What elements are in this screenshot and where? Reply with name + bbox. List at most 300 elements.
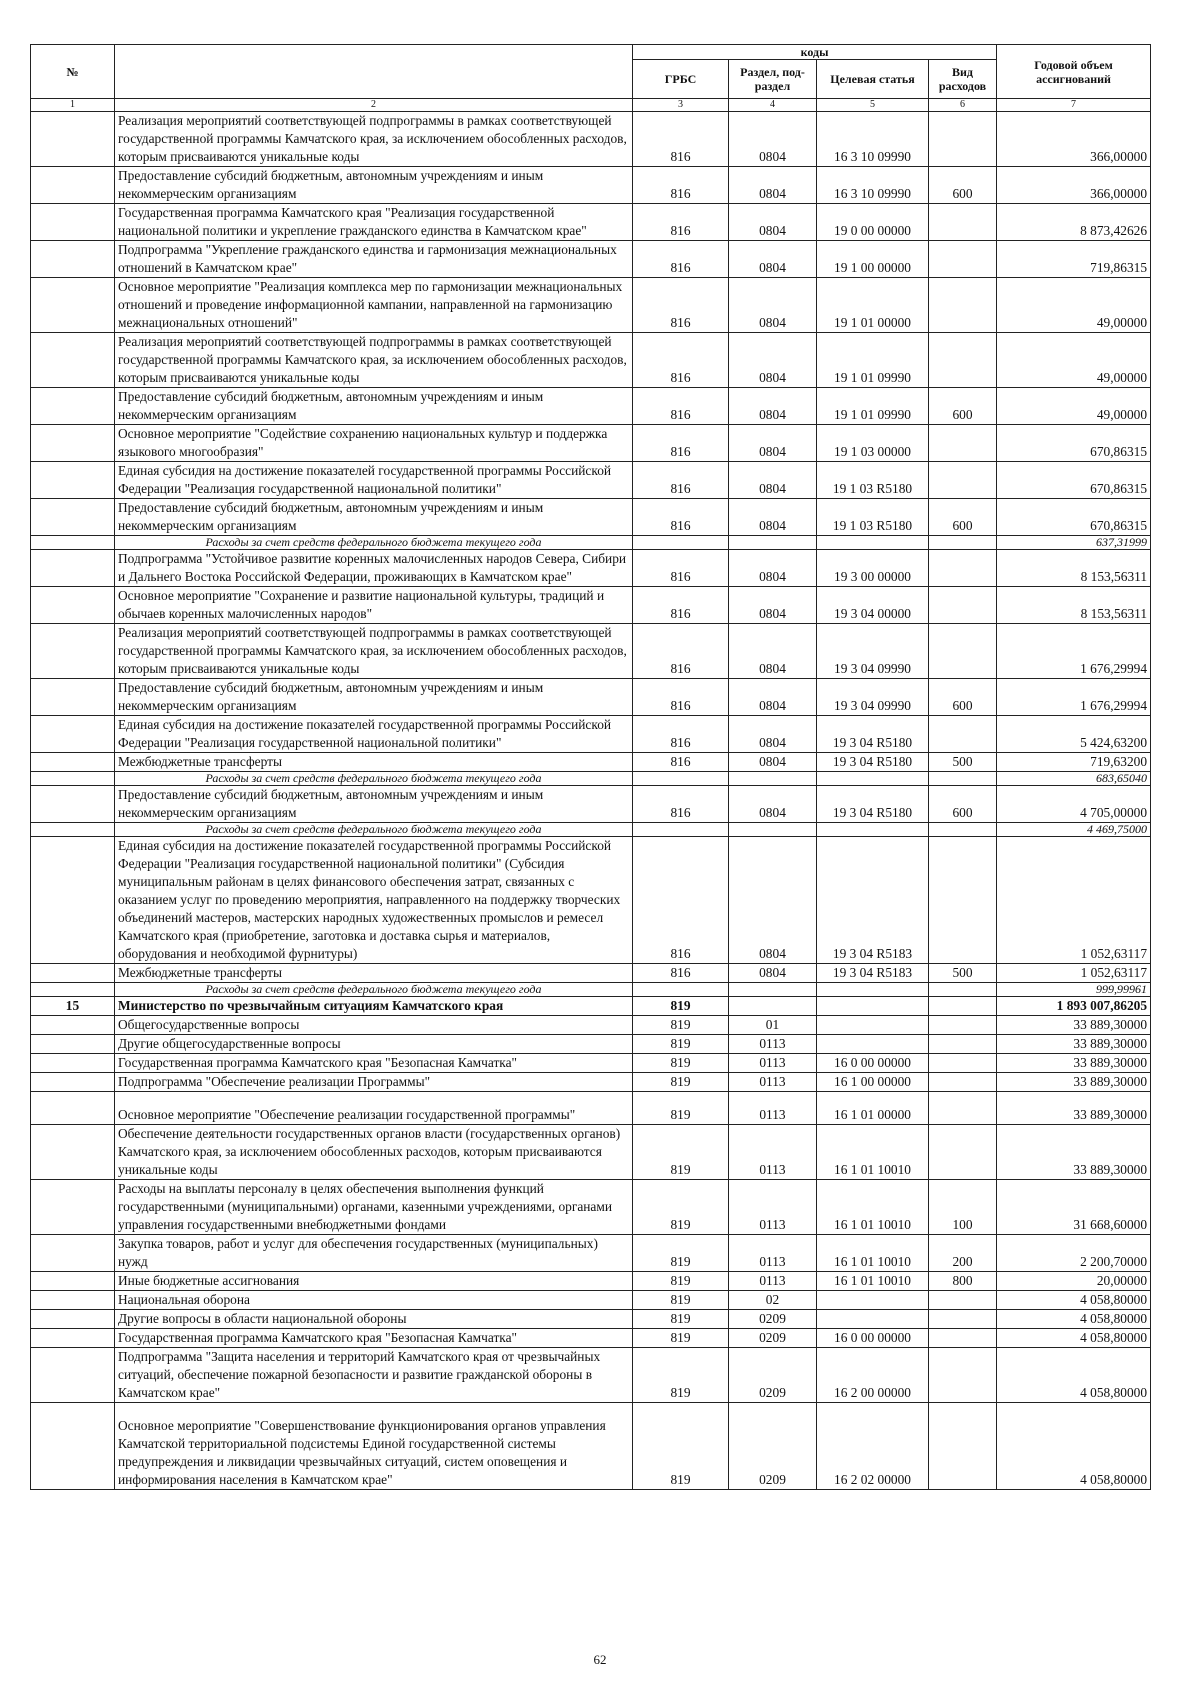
row-name: Расходы за счет средств федерального бюджета текущего года (115, 536, 633, 550)
row-name: Другие общегосударственные вопросы (115, 1035, 633, 1054)
row-section (729, 997, 817, 1016)
row-name: Основное мероприятие "Сохранение и развитие национальной культуры, традиций и обычаев коренных малочисленных народов" (115, 587, 633, 624)
row-target-article: 19 1 00 00000 (817, 241, 929, 278)
row-target-article (817, 1035, 929, 1054)
row-name: Предоставление субсидий бюджетным, автономным учреждениям и иным некоммерческим организациям (115, 388, 633, 425)
row-section: 0113 (729, 1180, 817, 1235)
row-name: Единая субсидия на достижение показателей государственной программы Российской Федерации "Реализация государственной национальной политики" (115, 716, 633, 753)
header-grbs: ГРБС (633, 60, 729, 99)
row-section: 0113 (729, 1035, 817, 1054)
row-expense-type (929, 823, 997, 837)
row-target-article: 19 1 03 R5180 (817, 462, 929, 499)
row-name: Закупка товаров, работ и услуг для обеспечения государственных (муниципальных) нужд (115, 1235, 633, 1272)
header-codes: коды (633, 45, 997, 60)
row-section: 02 (729, 1291, 817, 1310)
row-section: 0804 (729, 550, 817, 587)
row-amount: 33 889,30000 (997, 1035, 1151, 1054)
row-amount: 49,00000 (997, 388, 1151, 425)
table-row (31, 1348, 1151, 1403)
row-expense-type (929, 837, 997, 964)
row-section: 0804 (729, 167, 817, 204)
row-amount: 4 058,80000 (997, 1310, 1151, 1329)
row-expense-type (929, 112, 997, 167)
row-section (729, 772, 817, 786)
row-number (31, 786, 115, 823)
row-expense-type (929, 624, 997, 679)
row-number (31, 1403, 115, 1490)
row-expense-type (929, 1403, 997, 1490)
row-target-article: 19 3 04 R5183 (817, 837, 929, 964)
row-amount: 683,65040 (997, 772, 1151, 786)
row-name: Национальная оборона (115, 1291, 633, 1310)
row-name: Государственная программа Камчатского края "Реализация государственной национальной политики и укрепление гражданского единства в Камчатском крае" (115, 204, 633, 241)
row-target-article (817, 772, 929, 786)
row-expense-type (929, 1016, 997, 1035)
row-grbs: 816 (633, 837, 729, 964)
row-section: 0804 (729, 241, 817, 278)
row-section: 0113 (729, 1073, 817, 1092)
index-cell: 1 (31, 99, 115, 112)
row-number (31, 1054, 115, 1073)
row-name: Расходы за счет средств федерального бюджета текущего года (115, 823, 633, 837)
index-cell: 6 (929, 99, 997, 112)
row-amount: 719,63200 (997, 753, 1151, 772)
row-target-article: 16 1 01 10010 (817, 1235, 929, 1272)
row-grbs: 816 (633, 964, 729, 983)
header-row-1 (31, 45, 1151, 60)
table-row (31, 388, 1151, 425)
row-number (31, 333, 115, 388)
row-amount: 670,86315 (997, 499, 1151, 536)
row-target-article: 19 3 04 09990 (817, 679, 929, 716)
row-target-article (817, 823, 929, 837)
table-row (31, 587, 1151, 624)
table-row (31, 241, 1151, 278)
row-target-article: 16 1 01 10010 (817, 1180, 929, 1235)
row-name: Реализация мероприятий соответствующей подпрограммы в рамках соответствующей государственной программы Камчатского края, за исключением обособленных расходов, которым присваиваются уникальные коды (115, 112, 633, 167)
row-expense-type: 600 (929, 499, 997, 536)
table-row (31, 997, 1151, 1016)
row-target-article: 19 3 04 09990 (817, 624, 929, 679)
row-number (31, 1016, 115, 1035)
row-expense-type: 500 (929, 753, 997, 772)
row-grbs: 816 (633, 425, 729, 462)
row-section: 0113 (729, 1125, 817, 1180)
row-amount: 33 889,30000 (997, 1125, 1151, 1180)
row-name: Предоставление субсидий бюджетным, автономным учреждениям и иным некоммерческим организациям (115, 499, 633, 536)
row-expense-type (929, 997, 997, 1016)
table-row (31, 624, 1151, 679)
row-expense-type (929, 716, 997, 753)
row-amount: 719,86315 (997, 241, 1151, 278)
row-grbs: 819 (633, 1125, 729, 1180)
row-name: Единая субсидия на достижение показателей государственной программы Российской Федерации "Реализация государственной национальной политики" (115, 462, 633, 499)
row-section (729, 983, 817, 997)
row-grbs: 816 (633, 241, 729, 278)
row-expense-type: 600 (929, 167, 997, 204)
row-grbs: 819 (633, 1310, 729, 1329)
row-grbs: 816 (633, 679, 729, 716)
row-amount: 8 873,42626 (997, 204, 1151, 241)
table-row (31, 1016, 1151, 1035)
table-row (31, 112, 1151, 167)
row-amount: 33 889,30000 (997, 1092, 1151, 1125)
row-amount: 1 676,29994 (997, 624, 1151, 679)
row-expense-type (929, 333, 997, 388)
row-grbs: 819 (633, 1073, 729, 1092)
row-expense-type (929, 278, 997, 333)
row-amount: 4 058,80000 (997, 1291, 1151, 1310)
table-row (31, 204, 1151, 241)
row-number (31, 983, 115, 997)
row-grbs: 816 (633, 624, 729, 679)
row-amount: 33 889,30000 (997, 1073, 1151, 1092)
index-cell: 2 (115, 99, 633, 112)
row-expense-type (929, 1092, 997, 1125)
row-name: Реализация мероприятий соответствующей подпрограммы в рамках соответствующей государственной программы Камчатского края, за исключением обособленных расходов, которым присваиваются уникальные коды (115, 333, 633, 388)
row-amount: 33 889,30000 (997, 1054, 1151, 1073)
row-target-article: 16 2 02 00000 (817, 1403, 929, 1490)
row-section: 0804 (729, 964, 817, 983)
row-target-article (817, 997, 929, 1016)
row-section: 0804 (729, 333, 817, 388)
row-section: 0113 (729, 1235, 817, 1272)
row-amount: 1 893 007,86205 (997, 997, 1151, 1016)
header-section: Раздел, под-раздел (729, 60, 817, 99)
row-name: Межбюджетные трансферты (115, 964, 633, 983)
row-grbs: 819 (633, 1291, 729, 1310)
table-row (31, 1035, 1151, 1054)
row-name: Основное мероприятие "Реализация комплекса мер по гармонизации межнациональных отношений и проведение информационной кампании, направленной на гармонизацию межнациональных отношений" (115, 278, 633, 333)
table-row (31, 786, 1151, 823)
row-name: Другие вопросы в области национальной обороны (115, 1310, 633, 1329)
row-grbs: 819 (633, 1035, 729, 1054)
row-target-article: 19 3 04 R5180 (817, 786, 929, 823)
row-target-article: 16 3 10 09990 (817, 112, 929, 167)
row-section: 0804 (729, 425, 817, 462)
table-row (31, 1272, 1151, 1291)
row-section: 0804 (729, 716, 817, 753)
row-grbs: 819 (633, 1092, 729, 1125)
row-grbs: 816 (633, 204, 729, 241)
row-grbs: 816 (633, 786, 729, 823)
row-target-article (817, 1291, 929, 1310)
row-section: 0113 (729, 1054, 817, 1073)
row-name: Министерство по чрезвычайным ситуациям Камчатского края (115, 997, 633, 1016)
row-target-article: 19 1 01 09990 (817, 333, 929, 388)
table-row (31, 1310, 1151, 1329)
row-number (31, 1348, 115, 1403)
row-name: Единая субсидия на достижение показателей государственной программы Российской Федерации "Реализация государственной национальной политики" (Субсидия муниципальным районам в целях финансового обеспечения затрат, связанных с оказанием услуг по проведению мероприятия, направленного на поддержку творческих объединений мастеров, мастерских народных художественных промыслов и ремесел Камчатского края (приобретение, заготовка и доставка сырья и материалов, оборудования и необходимой фурнитуры) (115, 837, 633, 964)
row-amount: 4 469,75000 (997, 823, 1151, 837)
row-section: 0804 (729, 624, 817, 679)
row-expense-type (929, 983, 997, 997)
row-number (31, 550, 115, 587)
row-number (31, 1035, 115, 1054)
row-expense-type (929, 425, 997, 462)
table-row (31, 1180, 1151, 1235)
row-section: 0113 (729, 1092, 817, 1125)
row-expense-type (929, 1310, 997, 1329)
index-cell: 3 (633, 99, 729, 112)
row-section: 0804 (729, 753, 817, 772)
table-row (31, 167, 1151, 204)
index-cell: 4 (729, 99, 817, 112)
table-row (31, 1054, 1151, 1073)
table-row (31, 499, 1151, 536)
header-amount: Годовой объем ассигнований (997, 45, 1151, 99)
row-amount: 5 424,63200 (997, 716, 1151, 753)
row-number (31, 1310, 115, 1329)
row-target-article: 16 3 10 09990 (817, 167, 929, 204)
row-expense-type (929, 462, 997, 499)
row-number (31, 499, 115, 536)
table-row (31, 1329, 1151, 1348)
row-name: Основное мероприятие "Совершенствование функционирования органов управления Камчатской территориальной подсистемы Единой государственной системы предупреждения и ликвидации чрезвычайных ситуаций, систем оповещения и информирования населения в Камчатском крае" (115, 1403, 633, 1490)
row-grbs (633, 772, 729, 786)
row-number (31, 1180, 115, 1235)
row-expense-type (929, 1329, 997, 1348)
row-expense-type (929, 1348, 997, 1403)
table-row (31, 1235, 1151, 1272)
federal-funds-note-row (31, 772, 1151, 786)
row-section: 0804 (729, 112, 817, 167)
row-section: 0804 (729, 278, 817, 333)
table-row (31, 1125, 1151, 1180)
header-name (115, 45, 633, 99)
header-target: Целевая статья (817, 60, 929, 99)
header-no: № (31, 45, 115, 99)
row-expense-type: 500 (929, 964, 997, 983)
budget-rows (31, 112, 1151, 1490)
row-grbs: 816 (633, 388, 729, 425)
row-number (31, 278, 115, 333)
table-row (31, 425, 1151, 462)
row-amount: 637,31999 (997, 536, 1151, 550)
row-section: 0804 (729, 786, 817, 823)
row-section: 0209 (729, 1348, 817, 1403)
row-number (31, 624, 115, 679)
row-name: Иные бюджетные ассигнования (115, 1272, 633, 1291)
row-expense-type (929, 1073, 997, 1092)
row-expense-type (929, 536, 997, 550)
table-row (31, 1291, 1151, 1310)
row-grbs: 816 (633, 167, 729, 204)
row-amount: 20,00000 (997, 1272, 1151, 1291)
row-number (31, 1092, 115, 1125)
row-number (31, 204, 115, 241)
row-number (31, 425, 115, 462)
row-grbs: 819 (633, 1235, 729, 1272)
row-target-article: 16 1 01 00000 (817, 1092, 929, 1125)
row-name: Реализация мероприятий соответствующей подпрограммы в рамках соответствующей государственной программы Камчатского края, за исключением обособленных расходов, которым присваиваются уникальные коды (115, 624, 633, 679)
row-expense-type (929, 550, 997, 587)
row-target-article (817, 536, 929, 550)
row-target-article: 19 0 00 00000 (817, 204, 929, 241)
row-expense-type (929, 241, 997, 278)
row-section: 0804 (729, 204, 817, 241)
row-section (729, 823, 817, 837)
row-name: Предоставление субсидий бюджетным, автономным учреждениям и иным некоммерческим организациям (115, 679, 633, 716)
row-grbs (633, 823, 729, 837)
row-grbs: 819 (633, 1272, 729, 1291)
row-grbs: 816 (633, 462, 729, 499)
table-row (31, 278, 1151, 333)
row-number (31, 587, 115, 624)
row-grbs: 819 (633, 1180, 729, 1235)
row-expense-type (929, 1035, 997, 1054)
row-section: 0804 (729, 462, 817, 499)
row-amount: 49,00000 (997, 278, 1151, 333)
row-amount: 33 889,30000 (997, 1016, 1151, 1035)
row-expense-type: 200 (929, 1235, 997, 1272)
row-number (31, 1073, 115, 1092)
row-name: Подпрограмма "Обеспечение реализации Программы" (115, 1073, 633, 1092)
row-amount: 670,86315 (997, 425, 1151, 462)
row-grbs: 816 (633, 716, 729, 753)
row-amount: 8 153,56311 (997, 587, 1151, 624)
row-name: Государственная программа Камчатского края "Безопасная Камчатка" (115, 1329, 633, 1348)
row-number (31, 536, 115, 550)
row-section: 0804 (729, 587, 817, 624)
row-section (729, 536, 817, 550)
row-grbs: 816 (633, 550, 729, 587)
row-amount: 366,00000 (997, 112, 1151, 167)
row-expense-type: 600 (929, 679, 997, 716)
row-name: Основное мероприятие "Обеспечение реализации государственной программы" (115, 1092, 633, 1125)
row-expense-type: 100 (929, 1180, 997, 1235)
row-number (31, 823, 115, 837)
row-target-article: 19 1 01 09990 (817, 388, 929, 425)
federal-funds-note-row (31, 823, 1151, 837)
row-number (31, 388, 115, 425)
row-section: 0804 (729, 499, 817, 536)
row-name: Расходы за счет средств федерального бюджета текущего года (115, 772, 633, 786)
row-target-article: 19 3 04 R5180 (817, 716, 929, 753)
row-number (31, 716, 115, 753)
row-name: Расходы за счет средств федерального бюджета текущего года (115, 983, 633, 997)
row-grbs: 819 (633, 1016, 729, 1035)
federal-funds-note-row (31, 536, 1151, 550)
row-number (31, 112, 115, 167)
index-cell: 7 (997, 99, 1151, 112)
row-amount: 31 668,60000 (997, 1180, 1151, 1235)
row-target-article: 16 2 00 00000 (817, 1348, 929, 1403)
row-target-article: 19 1 03 00000 (817, 425, 929, 462)
table-row (31, 837, 1151, 964)
row-section: 0209 (729, 1310, 817, 1329)
row-target-article (817, 1310, 929, 1329)
row-grbs: 816 (633, 333, 729, 388)
row-target-article: 19 1 01 00000 (817, 278, 929, 333)
row-amount: 670,86315 (997, 462, 1151, 499)
header-index-row (31, 99, 1151, 112)
row-name: Расходы на выплаты персоналу в целях обеспечения выполнения функций государственными (муниципальными) органами, казенными учреждениями, органами управления государственными внебюджетными фондами (115, 1180, 633, 1235)
row-target-article: 16 0 00 00000 (817, 1329, 929, 1348)
row-name: Государственная программа Камчатского края "Безопасная Камчатка" (115, 1054, 633, 1073)
row-grbs (633, 983, 729, 997)
row-expense-type (929, 587, 997, 624)
row-expense-type (929, 772, 997, 786)
row-grbs: 819 (633, 1054, 729, 1073)
row-number (31, 167, 115, 204)
row-target-article: 16 0 00 00000 (817, 1054, 929, 1073)
table-row (31, 1092, 1151, 1125)
row-expense-type (929, 204, 997, 241)
row-number (31, 241, 115, 278)
row-name: Межбюджетные трансферты (115, 753, 633, 772)
row-number (31, 462, 115, 499)
row-expense-type: 600 (929, 388, 997, 425)
row-grbs: 816 (633, 112, 729, 167)
row-section: 0209 (729, 1329, 817, 1348)
row-amount: 2 200,70000 (997, 1235, 1151, 1272)
row-name: Подпрограмма "Укрепление гражданского единства и гармонизация межнациональных отношений в Камчатском крае" (115, 241, 633, 278)
row-target-article: 19 3 04 R5180 (817, 753, 929, 772)
row-amount: 49,00000 (997, 333, 1151, 388)
row-section: 0804 (729, 679, 817, 716)
row-name: Подпрограмма "Защита населения и территорий Камчатского края от чрезвычайных ситуаций, обеспечение пожарной безопасности и развитие гражданской обороны в Камчатском крае" (115, 1348, 633, 1403)
row-name: Общегосударственные вопросы (115, 1016, 633, 1035)
row-number (31, 1235, 115, 1272)
row-amount: 1 052,63117 (997, 837, 1151, 964)
row-amount: 1 676,29994 (997, 679, 1151, 716)
row-grbs: 816 (633, 278, 729, 333)
row-name: Предоставление субсидий бюджетным, автономным учреждениям и иным некоммерческим организациям (115, 786, 633, 823)
row-amount: 4 058,80000 (997, 1403, 1151, 1490)
row-target-article: 19 1 03 R5180 (817, 499, 929, 536)
row-grbs: 816 (633, 753, 729, 772)
table-row (31, 550, 1151, 587)
row-target-article: 16 1 01 10010 (817, 1272, 929, 1291)
row-name: Подпрограмма "Устойчивое развитие коренных малочисленных народов Севера, Сибири и Дальнего Востока Российской Федерации, проживающих в Камчатском крае" (115, 550, 633, 587)
row-section: 0209 (729, 1403, 817, 1490)
row-section: 0804 (729, 388, 817, 425)
row-target-article (817, 1016, 929, 1035)
row-expense-type: 600 (929, 786, 997, 823)
row-number (31, 1125, 115, 1180)
row-target-article: 19 3 04 00000 (817, 587, 929, 624)
row-number (31, 772, 115, 786)
row-number (31, 1329, 115, 1348)
row-amount: 4 058,80000 (997, 1329, 1151, 1348)
table-row (31, 679, 1151, 716)
row-number (31, 1291, 115, 1310)
row-name: Основное мероприятие "Содействие сохранению национальных культур и поддержка языкового многообразия" (115, 425, 633, 462)
row-grbs: 819 (633, 1329, 729, 1348)
row-number (31, 753, 115, 772)
row-target-article: 16 1 01 10010 (817, 1125, 929, 1180)
table-row (31, 333, 1151, 388)
row-name: Предоставление субсидий бюджетным, автономным учреждениям и иным некоммерческим организациям (115, 167, 633, 204)
row-amount: 366,00000 (997, 167, 1151, 204)
federal-funds-note-row (31, 983, 1151, 997)
row-amount: 4 705,00000 (997, 786, 1151, 823)
row-amount: 1 052,63117 (997, 964, 1151, 983)
row-number (31, 837, 115, 964)
index-cell: 5 (817, 99, 929, 112)
row-section: 01 (729, 1016, 817, 1035)
row-grbs: 816 (633, 499, 729, 536)
row-number (31, 964, 115, 983)
row-grbs: 819 (633, 1403, 729, 1490)
header-type: Вид расходов (929, 60, 997, 99)
budget-table (30, 44, 1151, 1490)
table-row (31, 964, 1151, 983)
row-amount: 999,99961 (997, 983, 1151, 997)
row-name: Обеспечение деятельности государственных органов власти (государственных органов) Камчатского края, за исключением обособленных расходов, которым присваиваются уникальные коды (115, 1125, 633, 1180)
table-row (31, 1073, 1151, 1092)
